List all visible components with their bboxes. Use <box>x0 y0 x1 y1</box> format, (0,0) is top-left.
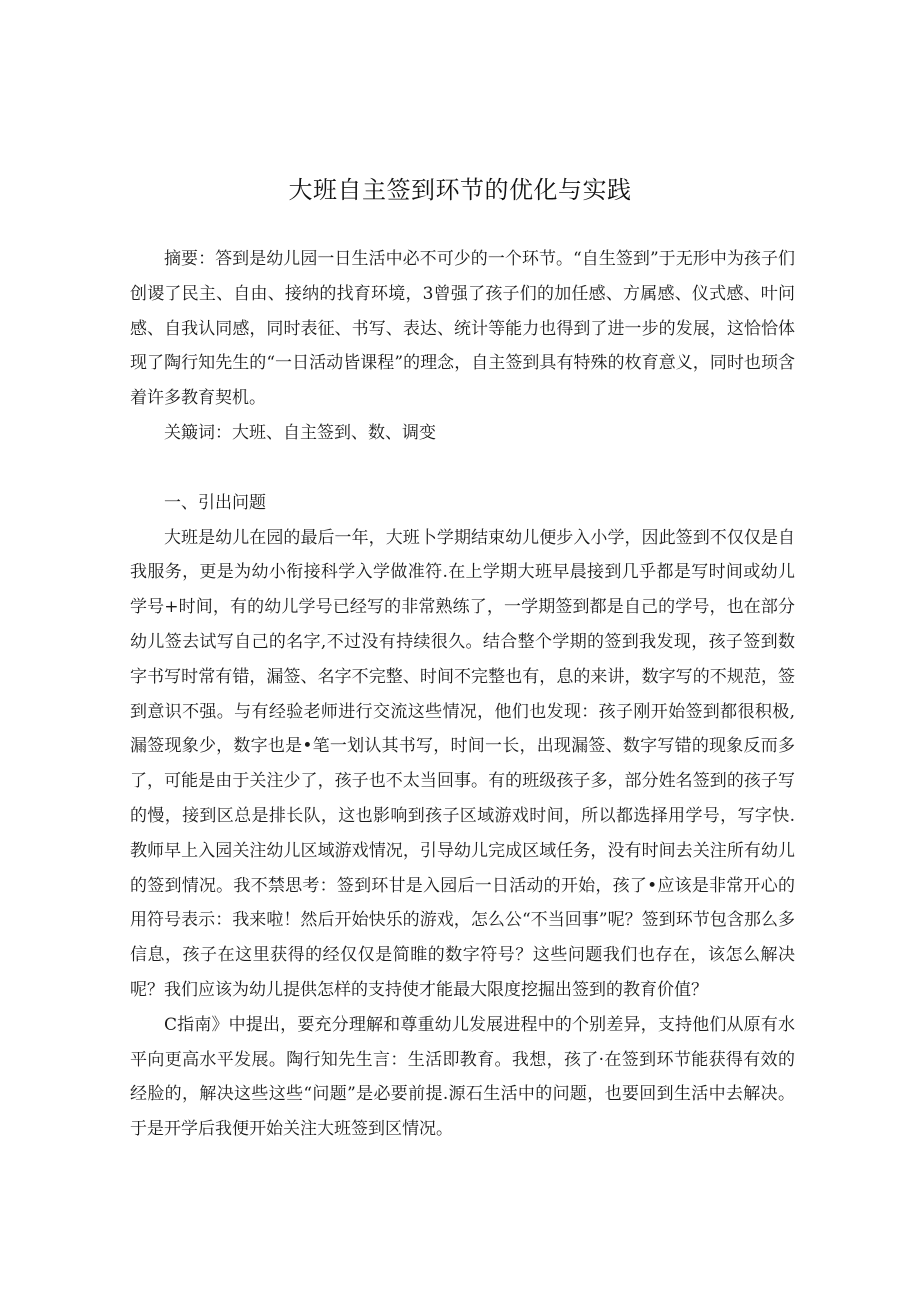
document-title: 大班自主签到环节的优化与实践 <box>288 176 632 204</box>
abstract-paragraph: 摘要：答到是幼儿园一日生活中必不可少的一个环节。“自生签到”于无形中为孩子们创谡了民主、自由、接纳的找育环境，3曾强了孩子们的加任感、方属感、仪式感、叶问感、自我认同感，同时表征、书写、表达、统计等能力也得到了进一步的发展，这恰恰体现了陶行知先生的“一日活动皆课程”的理念，自主签到具有特殊的枚育意义，同时也顼含着许多教育契机。 <box>130 249 795 409</box>
document-body <box>130 242 795 1147</box>
body-paragraph-1: 大班是幼儿在园的最后一年，大班卜学期结束幼儿便步入小学，因此签到不仅仅是自我服务，更是为幼小衔接科学入学做准符.在上学期大班早晨接到几乎都是写时间或幼儿学号+时间，有的幼儿学号已经写的非常熟练了，一学期签到都是自己的学号，也在部分幼儿签去试写自己的名字,不过没有持续很久。结合整个学期的签到我发现，孩子签到数字书写时常有错，漏签、名字不完整、时间不完整也有，息的来讲，数字写的不规范，签到意识不强。与有经验老师进行交流这些情况，他们也发现：孩子刚开始签到都很积极,漏签现象少，数字也是•笔一划认其书写，时间一长，出现漏签、数字写错的现象反而多了，可能是由于关注少了，孩子也不太当回事。有的班级孩子多，部分姓名签到的孩子写的慢，接到区总是排长队，这也影响到孩子区域游戏时间，所以都选择用学号，写字快.教师早上入园关注幼儿区域游戏情况，引导幼儿完成区域任务，没有时间去关注所有幼儿的签到情况。我不禁思考：签到环甘是入园后一日活动的开始，孩了•应该是非常开心的用符号表示：我来啦！然后开始快乐的游戏，怎么公“不当回事”呢？签到环节包含那么多信息，孩子在这里获得的经仅仅是简睢的数字符号？这些问题我们也存在，该怎么解决呢？我们应该为幼儿提供怎样的支持使才能最大限度挖掘出签到的教育价值？ <box>130 527 795 1000</box>
keywords-line: 关簸词：大班、自主签到、数、调变 <box>164 422 436 443</box>
body-paragraph-2: C指南》中提出，要充分理解和尊重幼儿发展进程中的个别差异，支持他们从原有水平向更高水平发展。陶行知先生言：生活即教育。我想，孩了·在签到环节能获得有效的经脸的，解决这些这些“问题”是必要前提.源石生活中的问题，也要回到生活中去解决。于是开学后我便开始关注大班签到区情况。 <box>130 1014 795 1140</box>
section-spacer <box>130 451 795 486</box>
section-heading: 一、引出问题 <box>164 492 266 513</box>
